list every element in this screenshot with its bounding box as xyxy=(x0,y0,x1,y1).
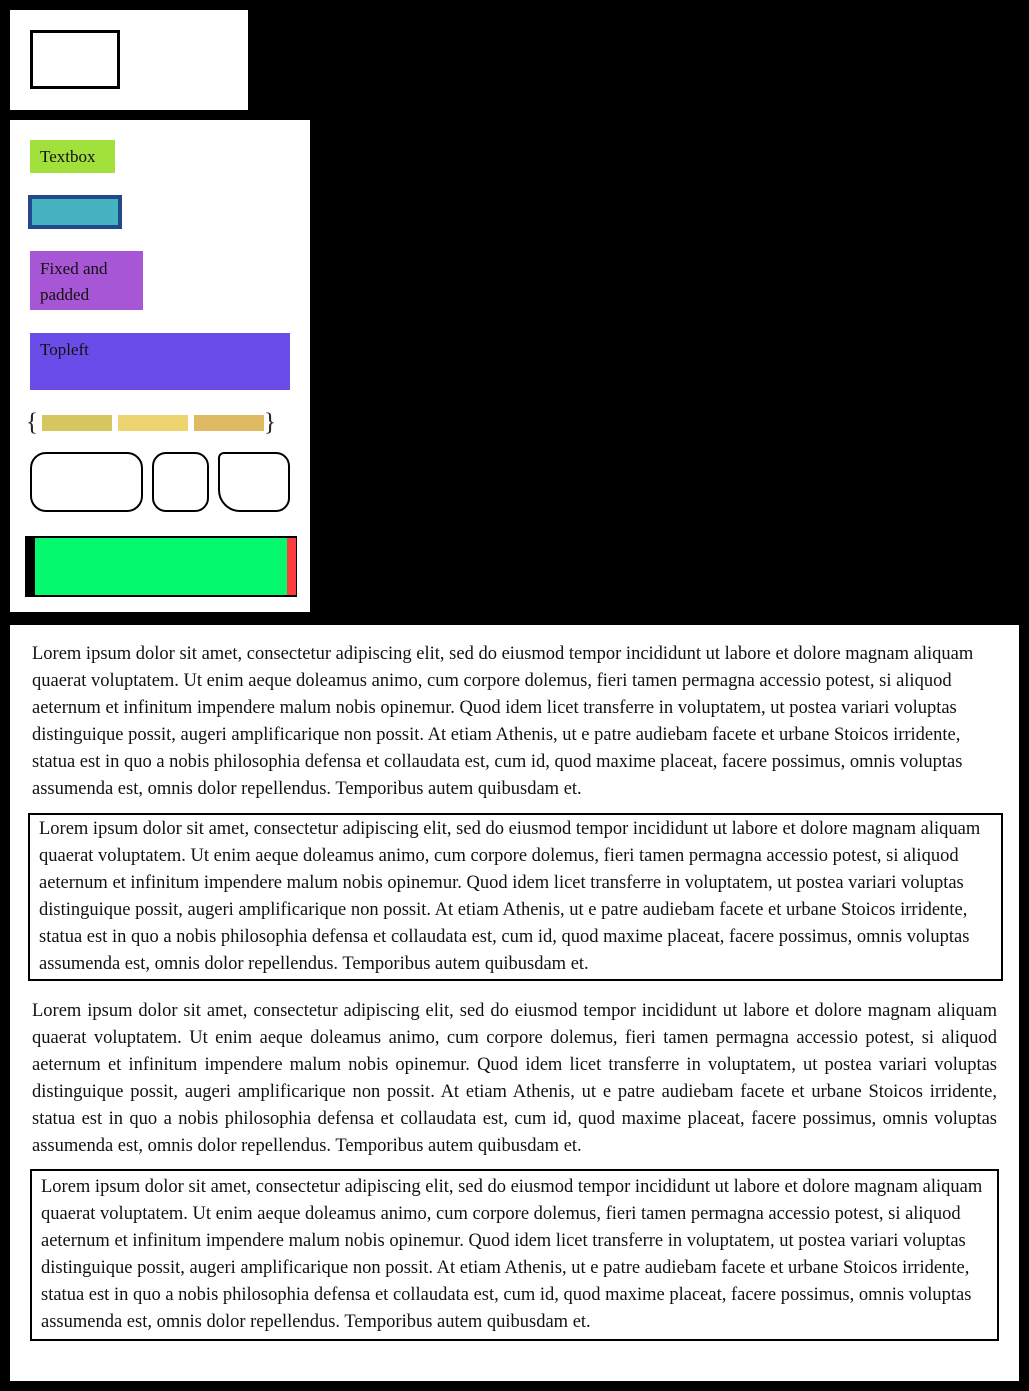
shape-test-card-top xyxy=(10,10,248,110)
outlined-rectangle xyxy=(30,30,120,89)
open-brace: { xyxy=(26,409,38,436)
textbox-chip xyxy=(30,140,115,173)
bordered-box xyxy=(28,195,122,229)
shape-test-card xyxy=(10,120,310,612)
rounded-box-3 xyxy=(218,452,290,512)
fixed-padded-box-label: Fixed and padded xyxy=(40,259,108,304)
progress-bar xyxy=(25,536,297,597)
fixed-padded-box xyxy=(30,251,143,310)
color-swatch-2 xyxy=(118,415,188,431)
textbox-chip-label: Textbox xyxy=(40,147,96,166)
rounded-box-2 xyxy=(152,452,209,512)
color-swatch-3 xyxy=(194,415,264,431)
close-brace: } xyxy=(264,409,276,436)
lorem-paragraph-3-justified: Lorem ipsum dolor sit amet, consectetur adipiscing elit, sed do eiusmod tempor incididunt ut labore et dolore magnam aliquam quaerat voluptatem. Ut enim aeque doleamus animo, cum corpore dolemus, fieri tamen permagna accessio potest, si aliquod aeternum et infinitum impendere malum nobis opinemur. Quod idem licet transferre in voluptatem, ut postea variari voluptas distinguique possit, augeri amplificarique non possit. At etiam Athenis, ut e patre audiebam facete et urbane Stoicos irridente, statua est in quo a nobis philosophia defensa et collaudata est, cum id, quod maxime placeat, facere possimus, omnis voluptas assumenda est, omnis dolor repellendus. Temporibus autem quibusdam et. xyxy=(32,1001,997,1156)
rounded-box-1 xyxy=(30,452,143,512)
progress-bar-fill xyxy=(35,538,287,595)
document-card xyxy=(10,625,1019,1381)
topleft-box xyxy=(30,333,290,390)
progress-bar-tail xyxy=(287,538,296,595)
color-swatch-1 xyxy=(42,415,112,431)
lorem-paragraph-4-boxed: Lorem ipsum dolor sit amet, consectetur adipiscing elit, sed do eiusmod tempor incididunt ut labore et dolore magnam aliquam quaerat voluptatem. Ut enim aeque doleamus animo, cum corpore dolemus, fieri tamen permagna accessio potest, si aliquod aeternum et infinitum impendere malum nobis opinemur. Quod idem licet transferre in voluptatem, ut postea variari voluptas distinguique possit, augeri amplificarique non possit. At etiam Athenis, ut e patre audiebam facete et urbane Stoicos irridente, statua est in quo a nobis philosophia defensa et collaudata est, cum id, quod maxime placeat, facere possimus, omnis voluptas assumenda est, omnis dolor repellendus. Temporibus autem quibusdam et. xyxy=(30,1169,999,1341)
topleft-box-label: Topleft xyxy=(40,340,89,359)
lorem-paragraph-1: Lorem ipsum dolor sit amet, consectetur adipiscing elit, sed do eiusmod tempor incididunt ut labore et dolore magnam aliquam quaerat voluptatem. Ut enim aeque doleamus animo, cum corpore dolemus, fieri tamen permagna accessio potest, si aliquod aeternum et infinitum impendere malum nobis opinemur. Quod idem licet transferre in voluptatem, ut postea variari voluptas distinguique possit, augeri amplificarique non possit. At etiam Athenis, ut e patre audiebam facete et urbane Stoicos irridente, statua est in quo a nobis philosophia defensa et collaudata est, cum id, quod maxime placeat, facere possimus, omnis voluptas assumenda est, omnis dolor repellendus. Temporibus autem quibusdam et. xyxy=(32,644,974,799)
lorem-paragraph-2-boxed: Lorem ipsum dolor sit amet, consectetur adipiscing elit, sed do eiusmod tempor incididunt ut labore et dolore magnam aliquam quaerat voluptatem. Ut enim aeque doleamus animo, cum corpore dolemus, fieri tamen permagna accessio potest, si aliquod aeternum et infinitum impendere malum nobis opinemur. Quod idem licet transferre in voluptatem, ut postea variari voluptas distinguique possit, augeri amplificarique non possit. At etiam Athenis, ut e patre audiebam facete et urbane Stoicos irridente, statua est in quo a nobis philosophia defensa et collaudata est, cum id, quod maxime placeat, facere possimus, omnis voluptas assumenda est, omnis dolor repellendus. Temporibus autem quibusdam et. xyxy=(28,813,1003,981)
brace-group xyxy=(26,410,276,436)
